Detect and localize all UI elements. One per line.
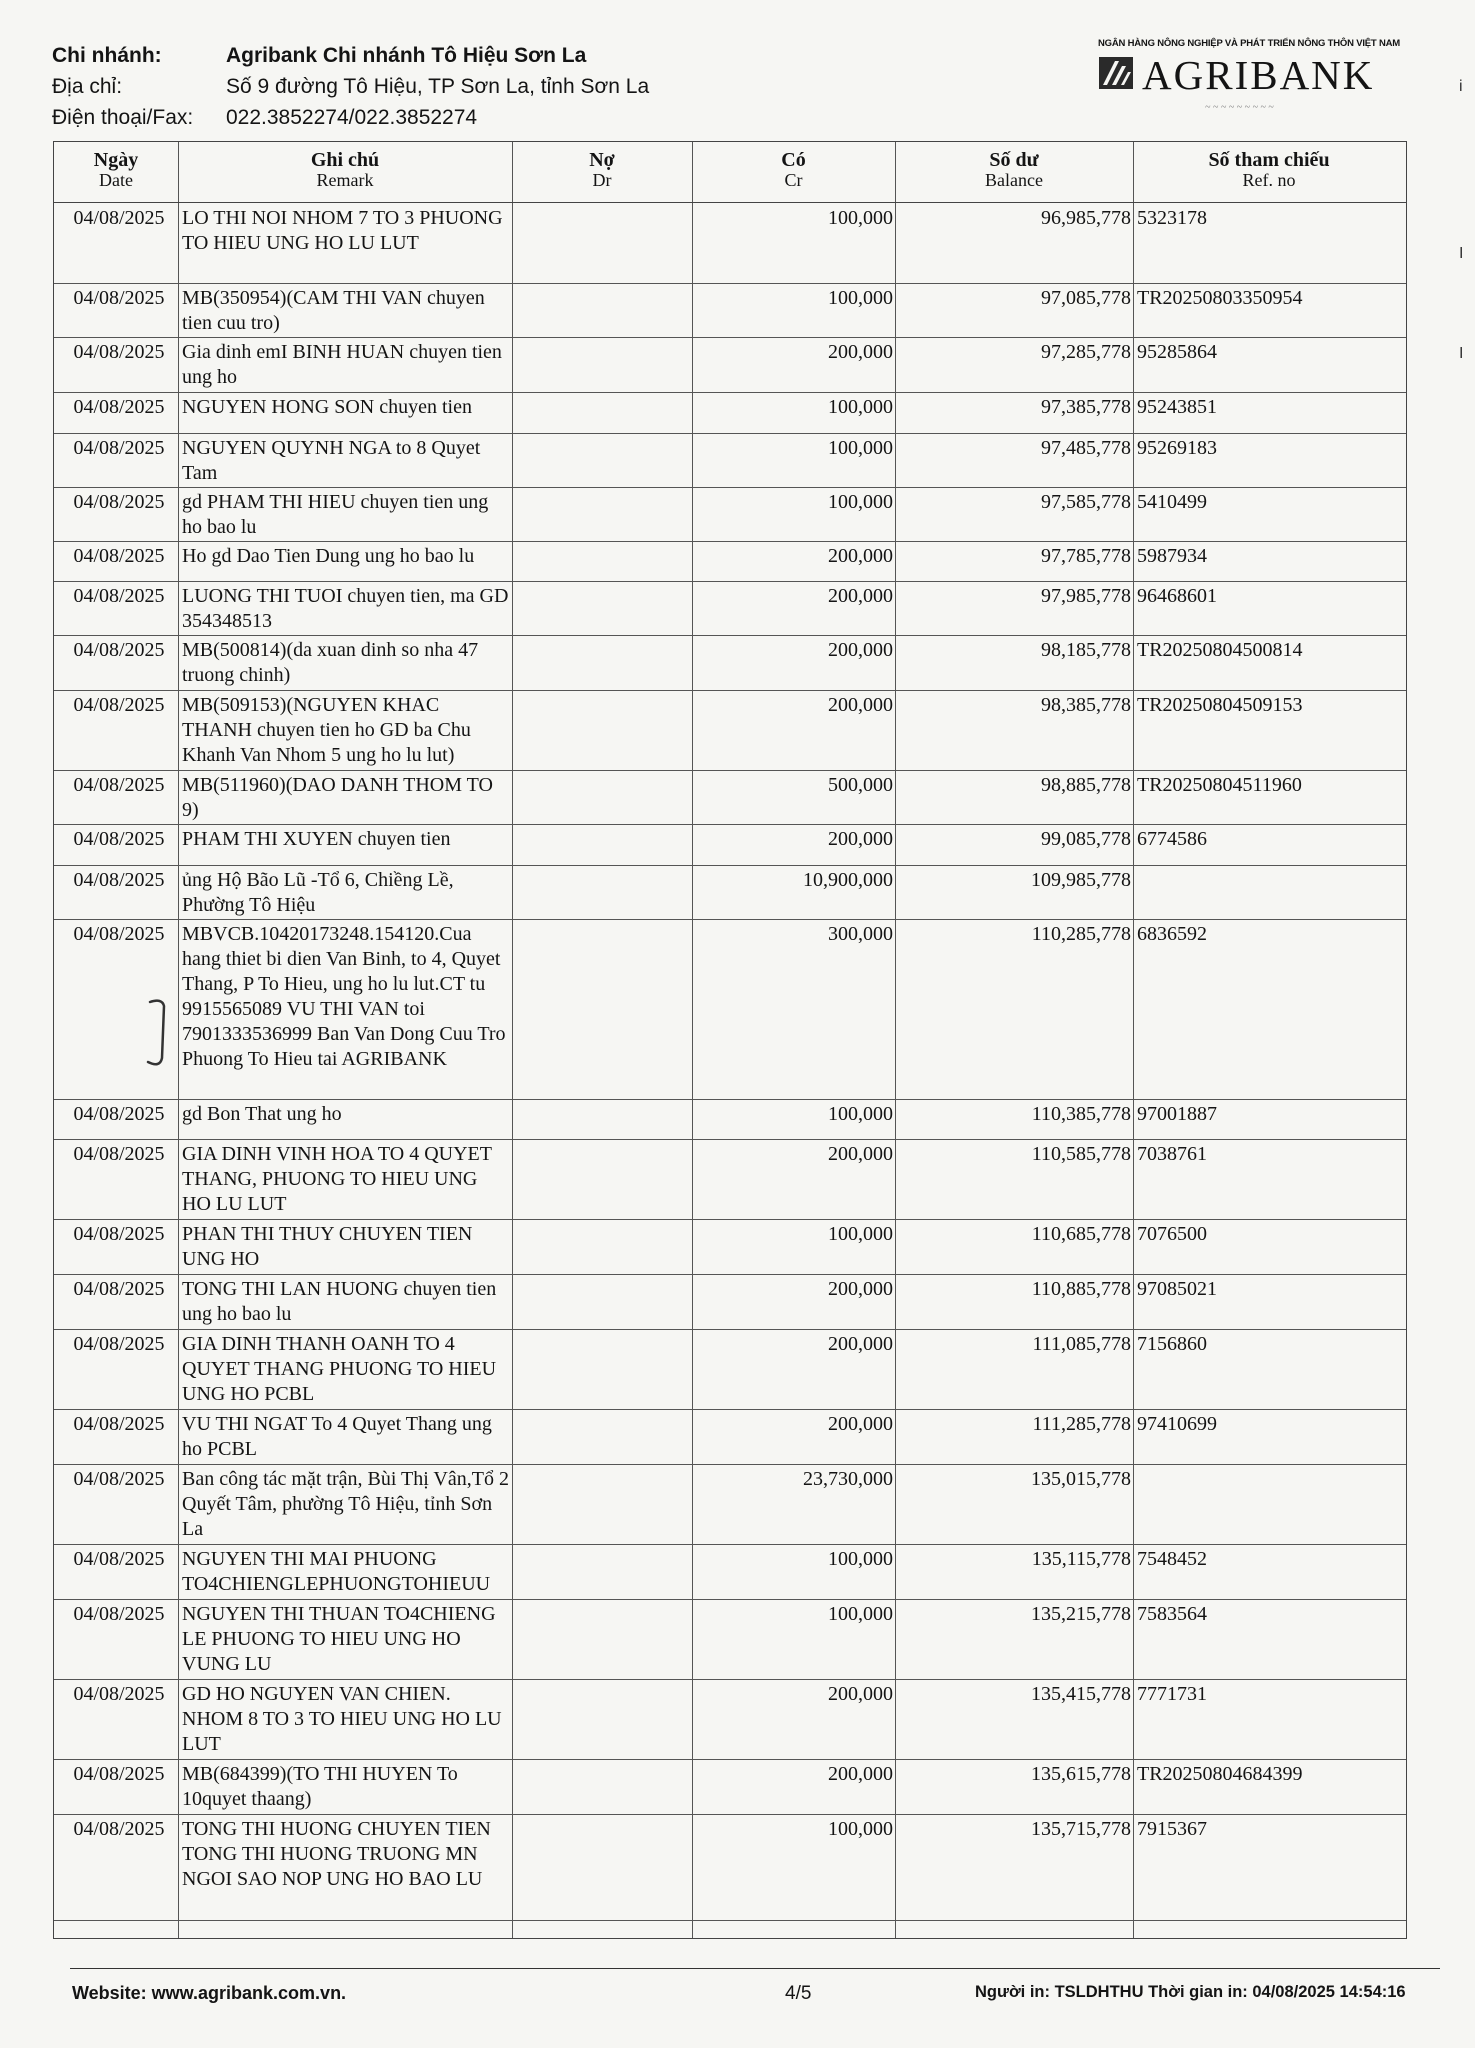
header-remark-en: Remark (316, 170, 374, 190)
table-row (54, 1140, 1406, 1220)
credit-cell: 10,900,000 (803, 869, 893, 891)
table-row (54, 284, 1406, 338)
credit-cell: 200,000 (828, 1413, 893, 1435)
debit-cell (513, 338, 693, 392)
remark-cell: PHAN THI THUY CHUYEN TIEN UNG HO (182, 1223, 473, 1270)
table-row (54, 1410, 1406, 1465)
date-cell: 04/08/2025 (73, 1333, 165, 1355)
credit-cell: 200,000 (828, 1143, 893, 1165)
date-cell: 04/08/2025 (73, 207, 165, 229)
debit-cell (513, 636, 693, 690)
credit-cell: 500,000 (828, 774, 893, 796)
balance-cell: 97,285,778 (1041, 341, 1131, 363)
remark-cell: MB(500814)(da xuan dinh so nha 47 truong chinh) (182, 639, 479, 686)
logo-brand-row (1098, 52, 1403, 98)
credit-cell: 100,000 (828, 1603, 893, 1625)
credit-cell: 100,000 (828, 1103, 893, 1125)
debit-cell (513, 284, 693, 337)
table-body (54, 204, 1406, 1921)
ref-cell: 7038761 (1137, 1143, 1207, 1165)
edge-artifact: I (1459, 245, 1464, 262)
remark-cell: PHAM THI XUYEN chuyen tien (182, 828, 451, 850)
balance-cell: 110,385,778 (1031, 1103, 1131, 1125)
date-cell: 04/08/2025 (73, 1603, 165, 1625)
header-date-vn: Ngày (93, 149, 139, 171)
date-cell: 04/08/2025 (73, 869, 165, 891)
branch-row (52, 40, 649, 71)
branch-info (52, 40, 649, 133)
ref-cell: TR20250804684399 (1137, 1763, 1303, 1785)
table-row (54, 1100, 1406, 1140)
phone-value: 022.3852274/022.3852274 (226, 106, 478, 129)
address-value: Số 9 đường Tô Hiệu, TP Sơn La, tỉnh Sơn La (226, 75, 650, 98)
table-row (54, 1760, 1406, 1815)
debit-cell (513, 393, 693, 433)
credit-cell: 200,000 (828, 828, 893, 850)
debit-cell (513, 582, 693, 635)
table-row (54, 434, 1406, 488)
table-row (54, 542, 1406, 582)
balance-cell: 135,615,778 (1031, 1763, 1131, 1785)
header-remark (178, 142, 512, 202)
remark-cell: gd PHAM THI HIEU chuyen tien ung ho bao lu (182, 491, 489, 538)
balance-cell: 135,015,778 (1031, 1468, 1131, 1490)
debit-cell (513, 1680, 693, 1759)
logo-slogan: ~ ~ ~ ~ ~ ~ ~ ~ ~ (1205, 102, 1274, 113)
ref-cell: 96468601 (1137, 585, 1217, 607)
ref-cell: 5987934 (1137, 545, 1207, 567)
balance-cell: 110,685,778 (1031, 1223, 1131, 1245)
table-row (54, 920, 1406, 1100)
balance-cell: 98,885,778 (1041, 774, 1131, 796)
header-credit-en: Cr (784, 170, 803, 190)
debit-cell (513, 1600, 693, 1679)
ref-cell: 95243851 (1137, 396, 1217, 418)
remark-cell: LO THI NOI NHOM 7 TO 3 PHUONG TO HIEU UNG HO LU LUT (182, 207, 503, 254)
remark-cell: Gia dinh emI BINH HUAN chuyen tien ung ho (182, 341, 502, 388)
footer-printer-info: Người in: TSLDHTHU Thời gian in: 04/08/2025 14:54:16 (975, 1983, 1406, 2001)
balance-cell: 96,985,778 (1041, 207, 1131, 229)
date-cell: 04/08/2025 (73, 923, 165, 945)
balance-cell: 97,485,778 (1041, 437, 1131, 459)
ref-cell: 97085021 (1137, 1278, 1217, 1300)
address-label: Địa chỉ: (52, 75, 123, 98)
branch-value: Agribank Chi nhánh Tô Hiệu Sơn La (226, 44, 587, 67)
date-cell: 04/08/2025 (73, 1413, 165, 1435)
balance-cell: 111,285,778 (1032, 1413, 1131, 1435)
footer-website: Website: www.agribank.com.vn. (72, 1983, 347, 2003)
logo-tagline: NGÂN HÀNG NÔNG NGHIỆP VÀ PHÁT TRIỂN NÔNG THÔN VIỆT NAM (1098, 38, 1401, 49)
remark-cell: NGUYEN HONG SON chuyen tien (182, 396, 472, 418)
ref-cell: 97410699 (1137, 1413, 1217, 1435)
header-ref (1133, 142, 1405, 202)
ref-cell: TR20250804509153 (1137, 694, 1303, 716)
debit-cell (513, 1815, 693, 1920)
credit-cell: 200,000 (828, 1683, 893, 1705)
credit-cell: 200,000 (828, 1763, 893, 1785)
header-balance-en: Balance (985, 170, 1043, 190)
header-balance (895, 142, 1133, 202)
date-cell: 04/08/2025 (73, 828, 165, 850)
credit-cell: 100,000 (828, 491, 893, 513)
ref-cell: 7156860 (1137, 1333, 1207, 1355)
debit-cell (513, 488, 693, 541)
balance-cell: 97,385,778 (1041, 396, 1131, 418)
address-row (52, 71, 649, 102)
credit-cell: 100,000 (828, 1818, 893, 1840)
date-cell: 04/08/2025 (73, 545, 165, 567)
date-cell: 04/08/2025 (73, 491, 165, 513)
table-row (54, 1220, 1406, 1275)
handwritten-bracket-mark (142, 996, 182, 1076)
table-header (54, 142, 1406, 203)
table-row (54, 338, 1406, 393)
agribank-emblem-icon (1098, 56, 1134, 95)
ref-cell: 5410499 (1137, 491, 1207, 513)
ref-cell: 6774586 (1137, 828, 1207, 850)
remark-cell: ủng Hộ Bão Lũ -Tổ 6, Chiềng Lề, Phường Tô Hiệu (182, 869, 454, 916)
ref-cell: 6836592 (1137, 923, 1207, 945)
ref-cell: 97001887 (1137, 1103, 1217, 1125)
debit-cell (513, 1330, 693, 1409)
remark-cell: GIA DINH THANH OANH TO 4 QUYET THANG PHUONG TO HIEU UNG HO PCBL (182, 1333, 497, 1405)
header-debit (512, 142, 692, 202)
remark-cell: NGUYEN THI THUAN TO4CHIENG LE PHUONG TO HIEU UNG HO VUNG LU (182, 1603, 496, 1675)
ref-cell: 7915367 (1137, 1818, 1207, 1840)
balance-cell: 110,585,778 (1031, 1143, 1131, 1165)
debit-cell (513, 920, 693, 1099)
debit-cell (513, 1100, 693, 1139)
footer-page-number: 4/5 (785, 1983, 812, 2004)
debit-cell (513, 825, 693, 865)
header-debit-en: Dr (592, 170, 612, 190)
footer-divider (70, 1968, 1440, 1969)
ref-cell: 7771731 (1137, 1683, 1207, 1705)
balance-cell: 111,085,778 (1032, 1333, 1131, 1355)
logo-brand: AGRIBANK (1142, 52, 1375, 98)
debit-cell (513, 542, 693, 581)
header-date (54, 142, 178, 202)
date-cell: 04/08/2025 (73, 1683, 165, 1705)
ref-cell: 7076500 (1137, 1223, 1207, 1245)
remark-cell: MBVCB.10420173248.154120.Cua hang thiet bi dien Van Binh, to 4, Quyet Thang, P To Hieu, ung ho lu lut.CT tu 9915565089 VU THI VAN toi 7901333536999 Ban Van Dong Cuu Tro Phuong To Hieu tai AGRIBANK (182, 923, 506, 1070)
remark-cell: MB(684399)(TO THI HUYEN To 10quyet thaang) (182, 1763, 458, 1810)
header-debit-vn: Nợ (589, 149, 615, 171)
date-cell: 04/08/2025 (73, 585, 165, 607)
ref-cell: TR20250803350954 (1137, 287, 1303, 309)
phone-row (52, 102, 649, 133)
remark-cell: NGUYEN QUYNH NGA to 8 Quyet Tam (182, 437, 481, 484)
table-row (54, 1330, 1406, 1410)
edge-artifact: i (1459, 78, 1463, 95)
debit-cell (513, 1220, 693, 1274)
header-balance-vn: Số dư (989, 149, 1039, 171)
date-cell: 04/08/2025 (73, 1223, 165, 1245)
debit-cell (513, 434, 693, 487)
ref-cell: TR20250804500814 (1137, 639, 1303, 661)
balance-cell: 135,415,778 (1031, 1683, 1131, 1705)
balance-cell: 109,985,778 (1031, 869, 1131, 891)
table-row (54, 771, 1406, 825)
header-date-en: Date (99, 170, 133, 190)
table-row (54, 1680, 1406, 1760)
debit-cell (513, 1465, 693, 1544)
remark-cell: gd Bon That ung ho (182, 1103, 342, 1125)
balance-cell: 98,185,778 (1041, 639, 1131, 661)
credit-cell: 300,000 (828, 923, 893, 945)
table-row (54, 691, 1406, 771)
branch-label: Chi nhánh: (52, 44, 162, 67)
remark-cell: VU THI NGAT To 4 Quyet Thang ung ho PCBL (182, 1413, 492, 1460)
balance-cell: 135,215,778 (1031, 1603, 1131, 1625)
table-row (54, 1465, 1406, 1545)
debit-cell (513, 1410, 693, 1464)
transactions-table (53, 141, 1407, 1939)
debit-cell (513, 1140, 693, 1219)
remark-cell: MB(511960)(DAO DANH THOM TO 9) (182, 774, 493, 821)
debit-cell (513, 1545, 693, 1599)
remark-cell: TONG THI LAN HUONG chuyen tien ung ho bao lu (182, 1278, 497, 1325)
header-remark-vn: Ghi chú (310, 149, 380, 171)
debit-cell (513, 771, 693, 824)
balance-cell: 135,715,778 (1031, 1818, 1131, 1840)
credit-cell: 200,000 (828, 585, 893, 607)
ref-cell: TR20250804511960 (1137, 774, 1302, 796)
ref-cell: 7583564 (1137, 1603, 1207, 1625)
date-cell: 04/08/2025 (73, 774, 165, 796)
balance-cell: 97,585,778 (1041, 491, 1131, 513)
credit-cell: 100,000 (828, 437, 893, 459)
date-cell: 04/08/2025 (73, 287, 165, 309)
debit-cell (513, 866, 693, 919)
date-cell: 04/08/2025 (73, 1468, 165, 1490)
agribank-logo (1098, 38, 1403, 130)
date-cell: 04/08/2025 (73, 1763, 165, 1785)
credit-cell: 100,000 (828, 1548, 893, 1570)
credit-cell: 100,000 (828, 207, 893, 229)
debit-cell (513, 204, 693, 283)
credit-cell: 100,000 (828, 287, 893, 309)
date-cell: 04/08/2025 (73, 639, 165, 661)
remark-cell: Ban công tác mặt trận, Bùi Thị Vân,Tổ 2 Quyết Tâm, phường Tô Hiệu, tỉnh Sơn La (182, 1468, 509, 1540)
remark-cell: MB(350954)(CAM THI VAN chuyen tien cuu tro) (182, 287, 485, 334)
date-cell: 04/08/2025 (73, 396, 165, 418)
date-cell: 04/08/2025 (73, 1278, 165, 1300)
credit-cell: 200,000 (828, 1333, 893, 1355)
table-row (54, 1545, 1406, 1600)
balance-cell: 110,285,778 (1031, 923, 1131, 945)
debit-cell (513, 1760, 693, 1814)
ref-cell: 95269183 (1137, 437, 1217, 459)
table-row (54, 825, 1406, 866)
credit-cell: 200,000 (828, 694, 893, 716)
balance-cell: 97,785,778 (1041, 545, 1131, 567)
ref-cell: 95285864 (1137, 341, 1217, 363)
table-row (54, 204, 1406, 284)
remark-cell: MB(509153)(NGUYEN KHAC THANH chuyen tien ho GD ba Chu Khanh Van Nhom 5 ung ho lu lut) (182, 694, 471, 766)
table-row (54, 1275, 1406, 1330)
header-ref-vn: Số tham chiếu (1208, 149, 1330, 171)
remark-cell: GD HO NGUYEN VAN CHIEN. NHOM 8 TO 3 TO HIEU UNG HO LU LUT (182, 1683, 502, 1755)
date-cell: 04/08/2025 (73, 1103, 165, 1125)
header-credit-vn: Có (781, 149, 806, 171)
credit-cell: 100,000 (828, 1223, 893, 1245)
balance-cell: 99,085,778 (1041, 828, 1131, 850)
table-row (54, 636, 1406, 691)
table-row (54, 582, 1406, 636)
ref-cell (1134, 866, 1406, 919)
debit-cell (513, 691, 693, 770)
table-row (54, 1600, 1406, 1680)
table-row (54, 488, 1406, 542)
date-cell: 04/08/2025 (73, 694, 165, 716)
balance-cell: 97,085,778 (1041, 287, 1131, 309)
table-row (54, 866, 1406, 920)
balance-cell: 110,885,778 (1031, 1278, 1131, 1300)
date-cell: 04/08/2025 (73, 341, 165, 363)
balance-cell: 135,115,778 (1031, 1548, 1131, 1570)
remark-cell: LUONG THI TUOI chuyen tien, ma GD 354348513 (182, 585, 509, 632)
header-ref-en: Ref. no (1242, 170, 1296, 190)
credit-cell: 200,000 (828, 545, 893, 567)
remark-cell: TONG THI HUONG CHUYEN TIEN TONG THI HUONG TRUONG MN NGOI SAO NOP UNG HO BAO LU (182, 1818, 491, 1890)
remark-cell: GIA DINH VINH HOA TO 4 QUYET THANG, PHUONG TO HIEU UNG HO LU LUT (182, 1143, 492, 1215)
balance-cell: 98,385,778 (1041, 694, 1131, 716)
credit-cell: 200,000 (828, 341, 893, 363)
balance-cell: 97,985,778 (1041, 585, 1131, 607)
remark-cell: Ho gd Dao Tien Dung ung ho bao lu (182, 545, 475, 567)
debit-cell (513, 1275, 693, 1329)
table-row (54, 393, 1406, 434)
edge-artifact: I (1459, 345, 1464, 362)
ref-cell (1134, 1465, 1406, 1544)
ref-cell: 5323178 (1137, 207, 1207, 229)
header-credit (692, 142, 895, 202)
date-cell: 04/08/2025 (73, 1818, 165, 1840)
date-cell: 04/08/2025 (73, 1143, 165, 1165)
credit-cell: 200,000 (828, 639, 893, 661)
credit-cell: 200,000 (828, 1278, 893, 1300)
remark-cell: NGUYEN THI MAI PHUONG TO4CHIENGLEPHUONGTOHIEUU (182, 1548, 491, 1595)
ref-cell: 7548452 (1137, 1548, 1207, 1570)
credit-cell: 100,000 (828, 396, 893, 418)
date-cell: 04/08/2025 (73, 1548, 165, 1570)
phone-label: Điện thoại/Fax: (52, 106, 194, 129)
credit-cell: 23,730,000 (803, 1468, 893, 1490)
table-row (54, 1815, 1406, 1921)
date-cell: 04/08/2025 (73, 437, 165, 459)
